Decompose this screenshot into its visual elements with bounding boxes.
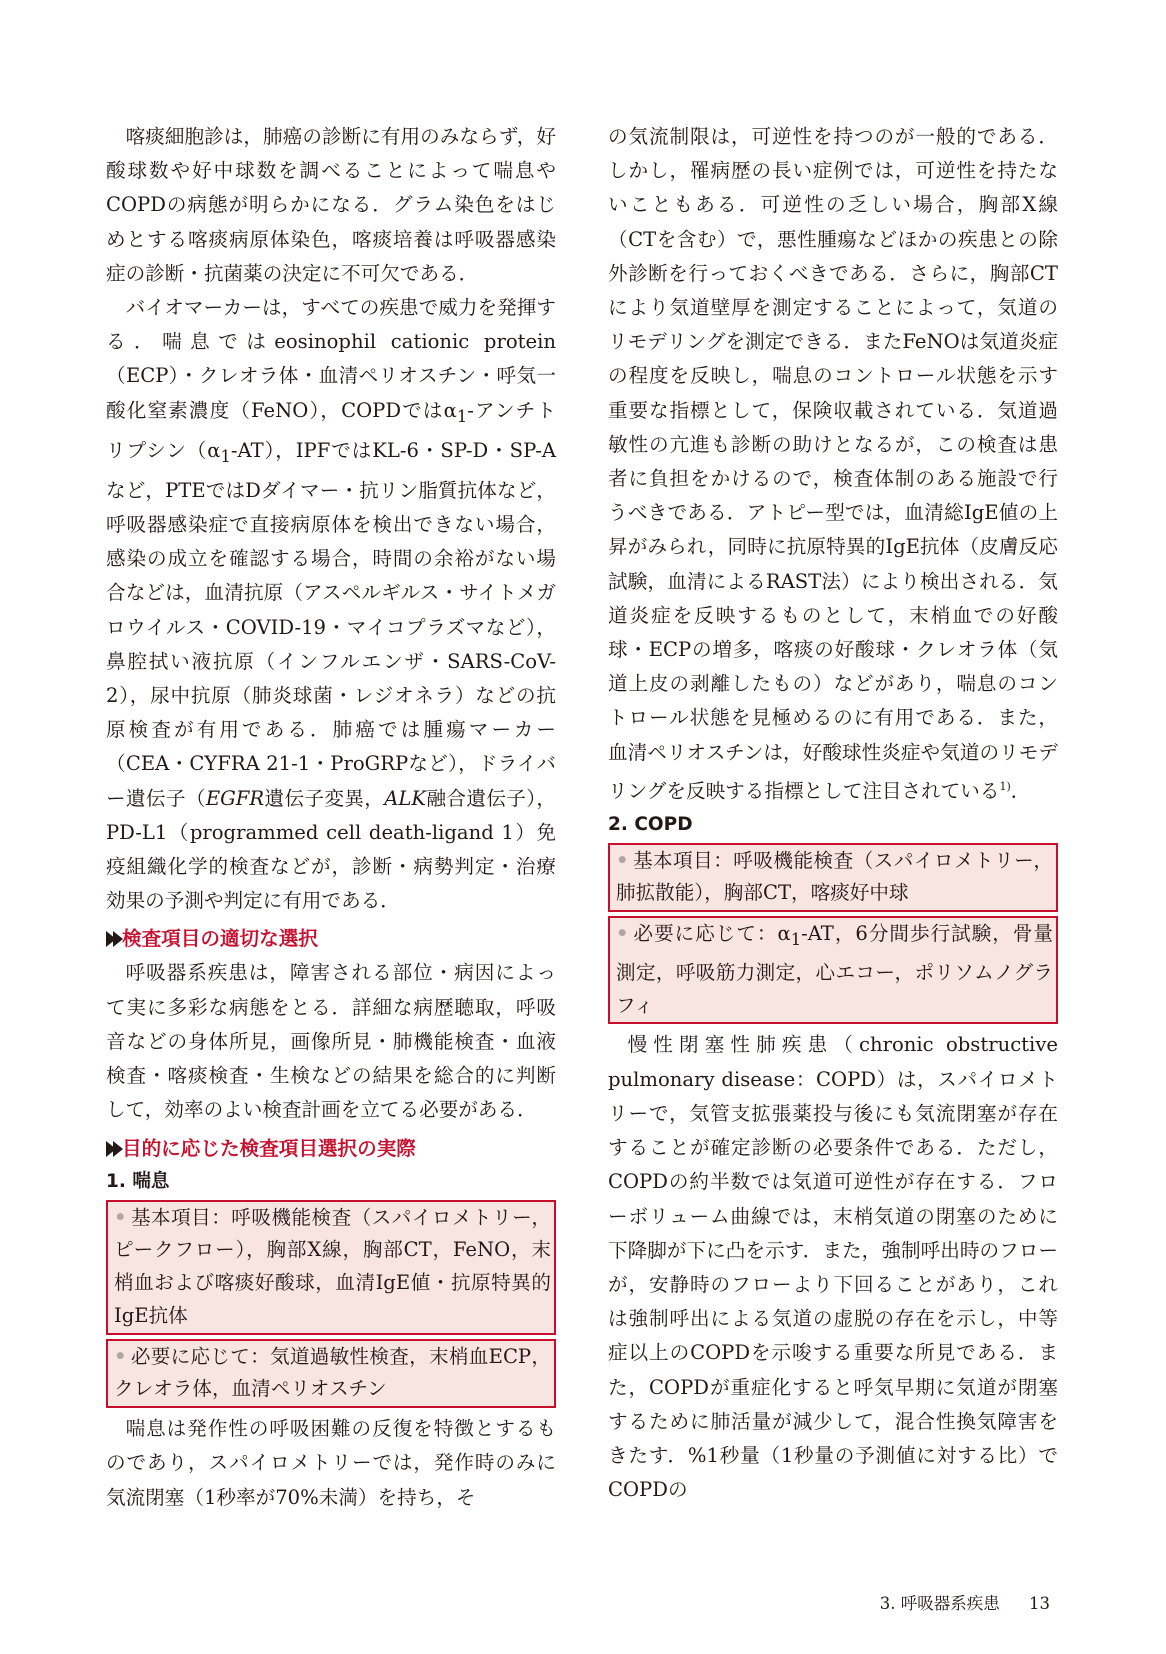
subheading-copd: 2. COPD (608, 813, 693, 835)
bullet-icon: • (114, 1205, 127, 1229)
right-column (608, 120, 1058, 1507)
page-number: 13 (1029, 1594, 1050, 1613)
paragraph-copd: 慢性閉塞性肺疾患（chronic obstructive pulmonary disease：COPD）は，スパイロメトリーで，気管支拡張薬投与後にも気流閉塞が存在することが確定診断の必要条件である．ただし，COPDの約半数では気道可逆性が存在する．フローボリューム曲線では，末梢気道の閉塞のために下降脚が下に凸を示す．また，強制呼出時のフローが，安静時のフローより下回ることがあり，これは強制呼出による気道の虚脱の存在を示し，中等症以上のCOPDを示唆する重要な所見である．また，COPDが重症化すると呼気早期に気道が閉塞するために肺活量が減少して，混合性換気障害をきたす．%1秒量（1秒量の予測値に対する比）でCOPDの (608, 1033, 1058, 1502)
chapter-title: 3. 呼吸器系疾患 (879, 1594, 1000, 1613)
paragraph-asthma: 喘息は発作性の呼吸困難の反復を特徴とするものであり，スパイロメトリーでは，発作時のみに気流閉塞（1秒率が70%未満）を持ち，そ (106, 1417, 556, 1509)
paragraph-asthma-continued: の気流制限は，可逆性を持つのが一般的である．しかし，罹病歴の長い症例では，可逆性を持たないこともある．可逆性の乏しい場合，胸部X線（CTを含む）で，悪性腫瘍などほかの疾患との除外診断を行っておくべきである．さらに，胸部CTにより気道壁厚を測定することによって，気道のリモデリングを測定できる．またFeNOは気道炎症の程度を反映し，喘息のコントロール状態を示す重要な指標として，保険収載されている．気道過敏性の亢進も診断の助けとなるが，この検査は患者に負担をかけるので，検査体制のある施設で行うべきである．アトピー型では，血清総IgE値の上昇がみられ，同時に抗原特異的IgE抗体（皮膚反応試験，血清によるRAST法）により検出される．気道炎症を反映するものとして，末梢血での好酸球・ECPの増多，喀痰の好酸球・クレオラ体（気道上皮の剥離したもの）などがあり，喘息のコントロール状態を見極めるのに有用である．また，血清ペリオスチンは，好酸球性炎症や気道のリモデリングを反映する指標として注目されている$^{1)}$． (608, 125, 1058, 803)
paragraph-test-selection: 呼吸器系疾患は，障害される部位・病因によって実に多彩な病態をとる．詳細な病歴聴取，呼吸音などの身体所見，画像所見・肺機能検査・血液検査・喀痰検査・生検などの結果を総合的に判断して，効率のよい検査計画を立てる必要がある． (106, 961, 556, 1122)
paragraph-biomarkers: バイオマーカーは，すべての疾患で威力を発揮する．喘息ではeosinophil cationic protein（ECP）・クレオラ体・血清ペリオスチン・呼気一酸化窒素濃度（FeNO），COPDでは$\alpha_1-$アンチトリプシン$(\alpha_1-AT)$，IPFではKL-6・SP-D・SP-Aなど，PTEではDダイマー・抗リン脂質抗体など，呼吸器感染症で直接病原体を検出できない場合，感染の成立を確認する場合，時間の余裕がない場合などは，血清抗原（アスペルギルス・サイトメガロウイルス・COVID-19・マイコプラズマなど），鼻腔拭い液抗原（インフルエンザ・SARS-CoV-2），尿中抗原（肺炎球菌・レジオネラ）などの抗原検査が有用である．肺癌では腫瘍マーカー（CEA・CYFRA 21-1・ProGRPなど），ドライバー遺伝子（EGFR遺伝子変異，ALK融合遺伝子），PD-L1（programmed cell death-ligand 1）免疫組織化学的検査などが，診断・病勢判定・治療効果の予測や判定に有用である． (106, 296, 557, 913)
section-heading-test-selection: 検査項目の適切な選択 (106, 924, 556, 954)
page-footer (856, 1590, 1050, 1614)
bullet-icon: • (616, 922, 629, 946)
asthma-basic-items-box: • 基本項目：呼吸機能検査（スパイロメトリー，ピークフロー），胸部X線，胸部CT，FeNO，末梢血および喀痰好酸球，血清IgE値・抗原特異的IgE抗体 (106, 1200, 556, 1335)
section-heading-practice: 目的に応じた検査項目選択の実際 (106, 1134, 556, 1164)
copd-basic-items-box: • 基本項目：呼吸機能検査（スパイロメトリー，肺拡散能），胸部CT，喀痰好中球 (608, 843, 1058, 913)
asthma-optional-items-box: • 必要に応じて：気道過敏性検査，末梢血ECP，クレオラ体，血清ペリオスチン (106, 1339, 556, 1409)
bullet-icon: • (616, 848, 629, 872)
double-triangle-icon (106, 1141, 120, 1157)
subheading-asthma: 1. 喘息 (106, 1170, 170, 1192)
copd-optional-items-box: • 必要に応じて：$\alpha_1-AT$，6分間歩行試験，骨量測定，呼吸筋力測定，心エコー，ポリソムノグラフィ (608, 916, 1058, 1024)
double-triangle-icon (106, 931, 120, 947)
bullet-icon: • (114, 1344, 127, 1368)
paragraph-sputum-cytology: 喀痰細胞診は，肺癌の診断に有用のみならず，好酸球数や好中球数を調べることによって喘息やCOPDの病態が明らかになる．グラム染色をはじめとする喀痰病原体染色，喀痰培養は呼吸器感染症の診断・抗菌薬の決定に不可欠である． (106, 125, 556, 285)
left-column (106, 120, 556, 1515)
